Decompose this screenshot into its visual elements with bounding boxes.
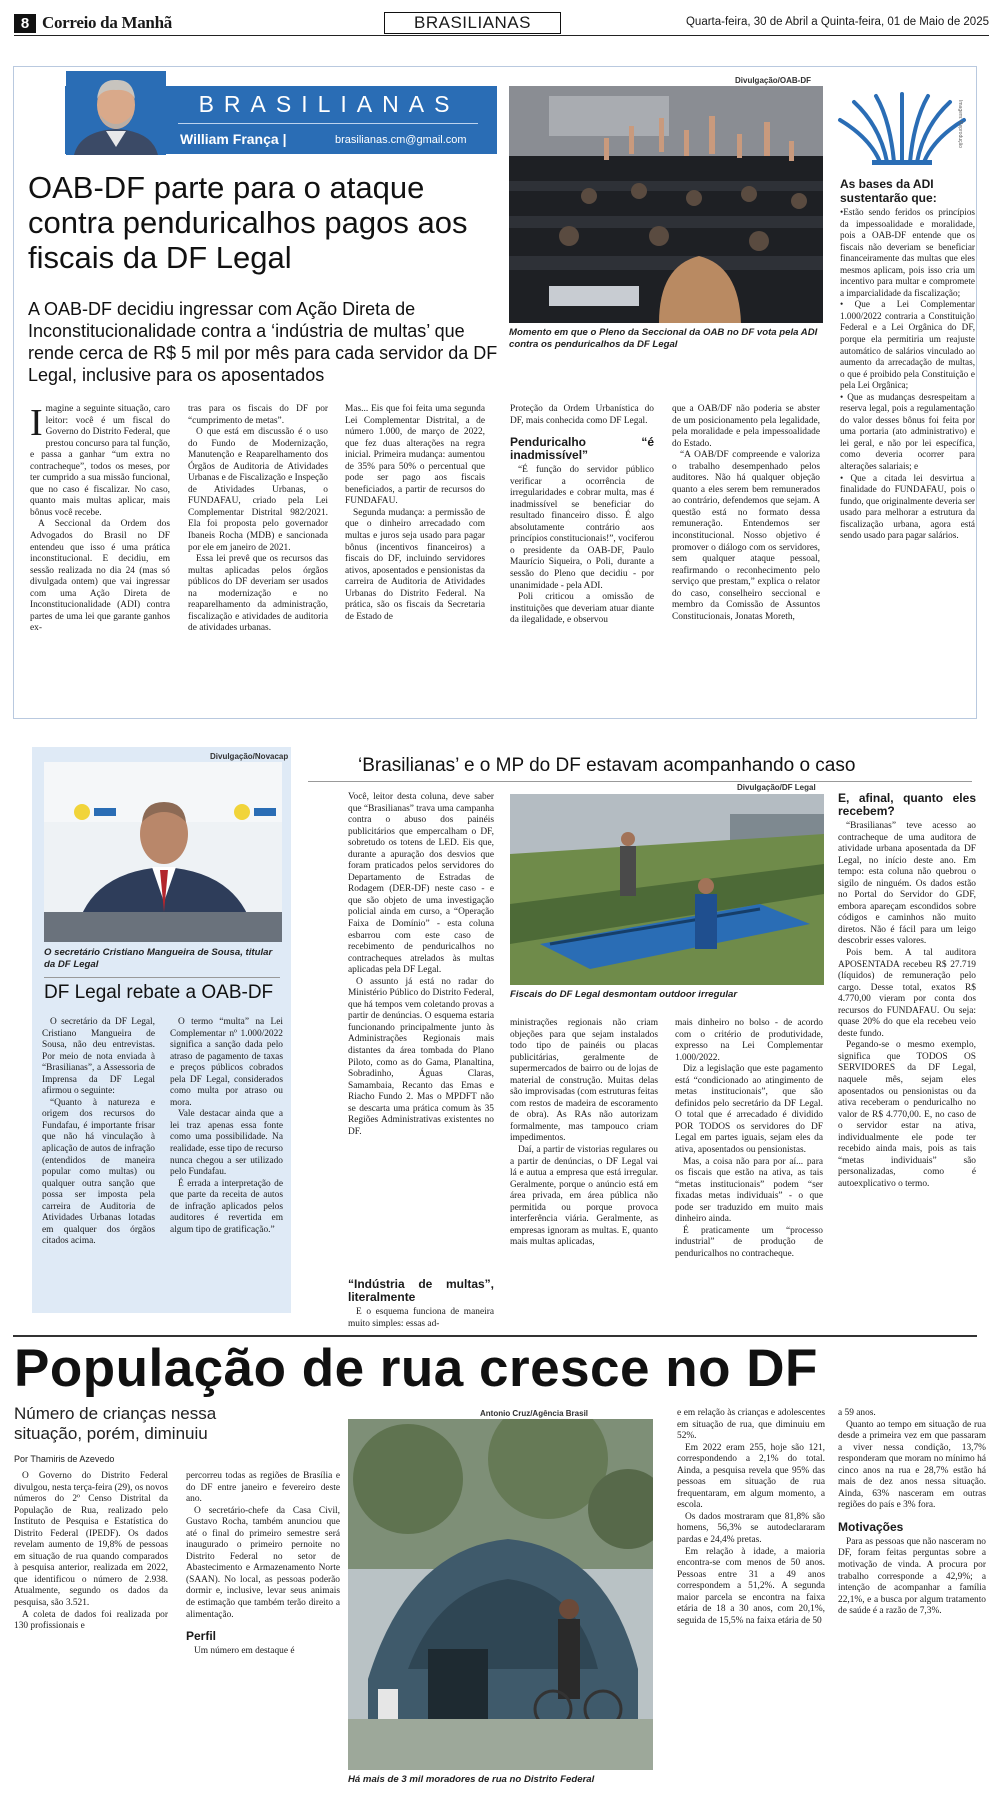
pop-photo-credit: Antonio Cruz/Agência Brasil bbox=[480, 1409, 589, 1418]
population-headline: População de rua cresce no DF bbox=[14, 1339, 818, 1398]
pop-col4-p2: Quanto ao tempo em situação de rua desde a primeira vez em que passaram a viver nessa condição, 13,7% responderam que moram no mínimo há cinco anos na rua e 28,7% estão há mais de dez anos nessa situação. Ainda, 63% nasceram em outras regiões do país e 3% fora. bbox=[838, 1419, 986, 1511]
mp-col2-subhead: “Indústria de multas”, literalmente bbox=[348, 1277, 494, 1304]
section-divider bbox=[13, 1335, 977, 1337]
pop-col2-p2: O secretário-chefe da Casa Civil, Gustavo Rocha, também anunciou que até o final do primeiro semestre será inaugurado o primeiro pernoite no Distrito Federal no setor de Abastecimento e Armazenamento Norte (SAAN). No local, as pessoas poderão dormir e, inclusive, levar seus animais de estimação que também terão direito a alimentação. bbox=[186, 1505, 340, 1620]
photo-credit: Divulgação/OAB-DF bbox=[735, 76, 812, 85]
issue-date: Quarta-feira, 30 de Abril a Quinta-feira, 01 de Maio de 2025 bbox=[685, 16, 989, 28]
main-col4-subhead: Penduricalho “é inadmissível” bbox=[510, 435, 654, 463]
page-number: 8 bbox=[14, 14, 36, 33]
main-col1-p1: Imagine a seguinte situação, caro leitor: você é um fiscal do Governo do Distrito Federal, que prestou concurso para tal função, e passa a ganhar “um extra no contracheque”, todos os meses, por ter cumprido a sua missão funcional, que no caso é fiscalizar. No caso, quanto mais multas aplicar, mais bônus você recebe. bbox=[30, 402, 170, 518]
dflegal-headline: DF Legal rebate a OAB-DF bbox=[44, 982, 274, 1003]
page-header bbox=[14, 12, 989, 36]
outdoor-removal-photo bbox=[510, 794, 824, 985]
column-title: BRASILIANAS bbox=[198, 91, 460, 117]
main-col-2 bbox=[188, 404, 328, 635]
mp-col-4 bbox=[838, 792, 976, 1191]
main-headline: OAB-DF parte para o ataque contra penduricalhos pagos aos fiscais da DF Legal bbox=[28, 170, 468, 275]
pop-col1-p2: A coleta de dados foi realizada por 130 profissionais e bbox=[14, 1609, 168, 1632]
main-col-3 bbox=[345, 404, 485, 623]
sidebar-bullets bbox=[840, 207, 975, 542]
sidebar-bullet: • Que a citada lei desvirtua a finalidade do FUNDAFAU, pois o fundo, que originalmente deveria ser usado para melhorar a estrutura da fiscalização urbana, agora está sendo usado para pagar salários. bbox=[840, 472, 975, 541]
main-col5-p2: “A OAB/DF compreende e valoriza o trabalho desempenhado pelos auditores. Não há qualquer objeção quanto a eles serem bem remunerados ao contrário, defendemos que sejam. A questão está no formato dessa remuneração. Entendemos ser inconstitucional. Nosso objetivo é promover o diálogo com os servidores, sem qualquer ataque pessoal, reafirmando o reconhecimento pelo serviço que prestam,” explica o relator do caso, conselheiro seccional e membro da Comissão de Assuntos Constitucionais, Jonatas Moreth, bbox=[672, 450, 820, 622]
dflegal-col-2 bbox=[170, 1017, 283, 1236]
mp-headline: ‘Brasilianas’ e o MP do DF estavam acompanhando o caso bbox=[358, 755, 856, 776]
mp-col2-p1: ministrações regionais não criam objeções para que sejam instalados todo tipo de painéis ou placas publicitárias, geralmente de supermercados de bairro ou de lojas de material de construção. Muitas delas são improvisadas (com estruturas feitas com restos de madeira de escoramento de obra). As RAs não autorizam formalmente, mas tampouco criam impedimentos. bbox=[510, 1018, 658, 1144]
pop-col-2 bbox=[186, 1471, 340, 1658]
mp-col1-p1: Você, leitor desta coluna, deve saber que “Brasilianas” trava uma campanha contra o abuso dos painéis publicitários que empercalham o DF, sobretudo os totens de LED. Eis que, durante a apuração dos desvios que foram praticados pelos servidores do Departamento de Estradas de Rodagem (DER-DF) neste caso - e que são objeto de uma investigação policial ainda em curso, a “Operação Faixa de Domínio” - esta coluna esbarrou com este caso de recebimento de penduricalhos no contracheques atrelados às multas aplicadas pela DF Legal. bbox=[348, 792, 494, 976]
pop-photo-caption: Há mais de 3 mil moradores de rua no Distrito Federal bbox=[348, 1774, 595, 1785]
sidebar-bullet: •Estão sendo feridos os princípios da impessoalidade e moralidade, pois a OAB-DF entende que os fiscais não deveriam se beneficiar financeiramente das multas que eles mesmos aplicam, pois isso cria um incentivo para multar e compromete a imparcialidade da fiscalização; bbox=[840, 207, 975, 298]
main-col1-p2: A Seccional da Ordem dos Advogados do Brasil no DF entendeu que isso é uma prática inconstitucional. E decidiu, em sessão realizada no dia 24 (mas só divulgada ontem) que vai ingressar com uma Ação Direta de Inconstitucionalidade (ADI) contra partes de uma lei que garante ganhos ex- bbox=[30, 519, 170, 634]
dflegal-col2-p1: O termo “multa” na Lei Complementar nº 1.000/2022 significa a sanção dada pelo atraso de pagamento de taxas e preços públicos cobrados pela DF Legal, considerados como multa por atraso ou mora. bbox=[170, 1017, 283, 1108]
pop-col3-p2: Em 2022 eram 255, hoje são 121, correspondendo a 2,1% do total. Ainda, a pesquisa revela que 95% das pessoas em situação de rua frequentaram, em algum momento, a escola. bbox=[677, 1442, 825, 1511]
mp-col3-p3: Mas, a coisa não para por aí... para os fiscais que estão na ativa, as tais “metas institucionais” podem “ser fixadas metas individuais” - o que pode ser traduzido em muito mais dinheiro ainda. bbox=[675, 1156, 823, 1225]
population-deck: Número de crianças nessa situação, porém, diminuiu bbox=[14, 1404, 217, 1443]
columnist-photo bbox=[66, 71, 166, 155]
pop-col4-subhead: Motivações bbox=[838, 1519, 904, 1534]
main-col4-p2: “É função do servidor público verificar a ocorrência de irregularidades e cobrar multa, mas é inadmissível se beneficiar do resultado financeiro disso. É algo absolutamente contrário aos princípios constitucionais!”, vociferou o presidente da OAB-DF, Paulo Maurício Siqueira, o Poli, durante a sessão do Pleno que decidiu - por unanimidade - pela ADI. bbox=[510, 465, 654, 591]
mp-photo-credit: Divulgação/DF Legal bbox=[737, 783, 816, 792]
mp-col4-subhead: E, afinal, quanto eles recebem? bbox=[838, 791, 976, 818]
mp-photo-caption: Fiscais do DF Legal desmontam outdoor irregular bbox=[510, 989, 738, 1000]
pop-col4-p1: a 59 anos. bbox=[838, 1408, 876, 1418]
pop-col-1 bbox=[14, 1471, 168, 1633]
banner-divider bbox=[178, 123, 478, 124]
mp-col3-p1: mais dinheiro no bolso - de acordo com o critério de produtividade, expresso na Lei Complementar 1.000/2022. bbox=[675, 1018, 823, 1063]
sidebar-bullet: • Que a Lei Complementar 1.000/2022 contraria a Constituição Federal e a Lei Orgânica do DF, porque ela permitiria um reajuste automático de salários vinculado ao aumento da arrecadação de multas, o que é proibido pela Constituição e pela Lei Orgânica; bbox=[840, 299, 975, 391]
main-col2-p2: O que está em discussão é o uso do Fundo de Modernização, Manutenção e Reaparelhamento dos Órgãos de Auditoria de Atividades Urbanas e de Fiscalização e Inspeção de Atividades Urbanas, o FUNDAFAU, criado pela Lei Complementar Distrital 982/2021. Ela foi proposta pelo governador Ibaneis Rocha (MDB) e sancionada por ele em janeiro de 2021. bbox=[188, 427, 328, 553]
main-col2-p3: Essa lei prevê que os recursos das multas aplicadas pelos órgãos públicos do DF deveriam ser usados na modernização e no reaparelhamento da administração, fiscalização e atividades de auditoria de atividades urbanas. bbox=[188, 554, 328, 634]
mp-col4-p2: Pois bem. A tal auditora APOSENTADA recebeu R$ 27.719 (líquidos) de remuneração pelo cargo. Desse total, exatos R$ 4.770,00 vieram por conta dos recursos do FUNDAFAU. Ou seja: quase 20% do que ela recebeu veio deste fundo. bbox=[838, 948, 976, 1039]
mp-col4-p1: “Brasilianas” teve acesso ao contracheque de uma auditora de atividade urbana aposentada da DF Legal, no início deste ano. Em tempo: esta coluna não quebrou o sigilo de ninguém. Os dados estão no Portal do Servidor do GDF, embora apareçam escondidos sobre códigos e caminhos não muito diretos. Não é fácil para um leigo descobrir esses valores. bbox=[838, 821, 976, 947]
sidebar-heading: As bases da ADI sustentarão que: bbox=[840, 177, 937, 205]
oab-plenary-photo bbox=[509, 86, 823, 323]
pop-col1-p1: O Governo do Distrito Federal divulgou, nesta terça-feira (29), os novos números do 2º Censo Distrital da População de Rua, realizado pelo Instituto de Pesquisa e Estatística do Distrito Federal (IPEDF). Os dados revelam aumento de 19,8% de pessoas em situação de rua quando comparados à pesquisa anterior, realizada em 2022, que identificou o número de 2.938. Atualmente, segundo os dados da pesquisa, são 3.521. bbox=[14, 1471, 168, 1609]
sidebar-bullet: • Que as mudanças desrespeitam a reserva legal, pois a regulamentação do valor desses bônus foi feita por uma portaria (ato administrativo) e lei geral, e não por lei específica, como deveria ocorrer para alterações salariais; e bbox=[840, 391, 975, 472]
pop-col2-subhead: Perfil bbox=[186, 1629, 217, 1644]
illustration-credit: Imagem: Reprodução bbox=[957, 100, 963, 149]
pop-col3-p1: e em relação às crianças e adolescentes em situação de rua, que diminuiu em 52%. bbox=[677, 1408, 825, 1442]
mp-col2-after: E o esquema funciona de maneira muito simples: essas ad- bbox=[348, 1307, 494, 1329]
pop-col4-after: Para as pessoas que não nasceram no DF, foram feitas perguntas sobre a motivação de vinda. A procura por trabalho corresponde a 42,9%; a intenção de acompanhar a família 22,1%, e a busca por algum tratamento de saúde é a razão de 7,3%. bbox=[838, 1536, 986, 1617]
population-byline: Por Thamiris de Azevedo bbox=[14, 1454, 115, 1464]
dflegal-col2-p3: É errada a interpretação de que parte da receita de autos de infração aplicados pelos auditores é revertida em algum tipo de gratificação.” bbox=[170, 1178, 283, 1235]
section-label: BRASILIANAS bbox=[384, 12, 561, 34]
pop-col-3 bbox=[677, 1408, 825, 1627]
mp-col4-p3: Pegando-se o mesmo exemplo, significa que TODOS OS SERVIDORES da DF Legal, naquele mês, sejam eles aposentados ou pensionistas ou da ativa receberam o penduricalho no valor de R$ 4.770,00. E, no caso de o servidor estar na ativa, individualmente ele pode ter recebido ainda mais, pois as tais “metas individuais” são personalizadas, como é autoexplicativo o termo. bbox=[838, 1040, 976, 1189]
dflegal-rule bbox=[44, 977, 280, 978]
pop-col2-after: Um número em destaque é bbox=[194, 1646, 295, 1657]
mp-col3-p2: Diz a legislação que este pagamento está “condicionado ao atingimento de metas institucionais”, que são definidos pelo secretário da DF Legal. O total que é arrecadado é dividido POR TODOS os servidores do DF Legal em partes iguais, sejam eles da ativa, aposentados ou pensionistas. bbox=[675, 1064, 823, 1156]
homeless-camp-photo bbox=[348, 1419, 653, 1770]
dflegal-photo-credit: Divulgação/Novacap bbox=[210, 752, 289, 761]
dflegal-col2-p2: Vale destacar ainda que a lei traz apenas essa fonte como uma possibilidade. Na realidade, esse tipo de recurso nunca chegou a ser utilizado pelo Fundafau. bbox=[170, 1109, 283, 1178]
mp-col-1 bbox=[348, 792, 494, 1138]
main-deck: A OAB-DF decidiu ingressar com Ação Direta de Inconstitucionalidade contra a ‘indústria de multas’ que rende cerca de R$ 5 mil por mês para cada servidor da DF Legal, inclusive para os aposentados bbox=[28, 299, 498, 385]
main-col-4 bbox=[510, 404, 654, 627]
dflegal-col1-p2: “Quanto à natureza e origem dos recursos do Fundafau, é importante frisar que não há vinculação à aplicação de autos de infração (entendidos de maneira popular como multas) ou qualquer outra sanção que possa ser imposta pela carreira de Auditoria de Atividades Urbanas lotadas em qualquer dos órgãos citados acima. bbox=[42, 1097, 155, 1247]
pop-col2-p1: percorreu todas as regiões de Brasília e do DF entre janeiro e fevereiro deste ano. bbox=[186, 1471, 340, 1505]
pop-col-4 bbox=[838, 1408, 986, 1618]
main-col3-p2: Segunda mudança: a permissão de que o dinheiro arrecadado com multas e juros seja usado para pagar bônus (incentivos financeiros) a fiscais do DF, incluindo servidores ativos, aposentados e pensionistas da carreira de Auditoria de Atividades Urbanas do Distrito Federal. Na prática, são os fiscais da Secretaria de Estado de bbox=[345, 507, 485, 622]
mp-rule bbox=[308, 781, 972, 782]
mp-col-3 bbox=[675, 1018, 823, 1260]
columnist-email: brasilianas.cm@gmail.com bbox=[335, 134, 467, 146]
pop-col3-p3: Os dados mostraram que 81,8% são homens, 56,3% se autodeclararam pardas e 24,4% pretas. bbox=[677, 1511, 825, 1546]
pop-col3-p4: Em relação à idade, a maioria encontra-se com menos de 50 anos. Pessoas entre 31 a 49 anos correspondem a 51,2%. A segunda maior parcela se encontra na faixa etária de 18 a 30 anos, com 20,1%, seguida de 15,5% na faixa etária de 50 bbox=[677, 1546, 825, 1626]
main-photo-caption: Momento em que o Pleno da Seccional da OAB no DF vota pela ADI contra os penduricalhos da DF Legal bbox=[509, 327, 818, 350]
mp-col1-p2: O assunto já está no radar do Ministério Público do Distrito Federal, que há tempos vem coletando provas a partir de denúncias. O esquema estaria funcionando principalmente junto às Administrações Regionais mais distantes da área tombada do Plano Piloto, como as do Gama, Planaltina, Sobradinho, Águas Claras, Samambaia, Recanto das Emas e Riacho Fundo 2. Mas o MPDFT não se descarta uma prática comum às 35 Regiões Administrativas existentes no DF. bbox=[348, 976, 494, 1137]
mp-col-2b bbox=[348, 1278, 494, 1330]
main-col3-p1: Mas... Eis que foi feita uma segunda Lei Complementar Distrital, a de número 1.000, de março de 2022, que fez duas alterações na regra inicial. Primeira mudança: aumentou de 35% para 50% o percentual que pode ser pago aos fiscais beneficiados, a partir de recursos do FUNDAFAU. bbox=[345, 404, 485, 507]
cathedral-illustration bbox=[832, 80, 972, 172]
main-col4-p1: Proteção da Ordem Urbanística do DF, mais conhecida como DF Legal. bbox=[510, 404, 654, 426]
main-col2-p1: tras para os fiscais do DF por “cumprimento de metas”. bbox=[188, 404, 328, 426]
main-col-5 bbox=[672, 404, 820, 623]
dflegal-col1-p1: O secretário da DF Legal, Cristiano Mangueira de Sousa, não deu entrevistas. Por meio de nota enviada à “Brasilianas”, a Assessoria de Imprensa da DF Legal afirmou o seguinte: bbox=[42, 1017, 155, 1097]
mp-col2-p2: Daí, a partir de vistorias regulares ou a partir de denúncias, o DF Legal vai lá e autua a empresa que está irregular. Geralmente, porque o anúncio está em área privada, em área pública não permitida ou porque provoca interferência viária. Geralmente, as empresas ignoram as multas. E, quanto mais multas aplicadas, bbox=[510, 1145, 658, 1248]
main-col-1 bbox=[30, 404, 170, 635]
secretary-photo bbox=[44, 762, 282, 942]
columnist-name: William França | bbox=[180, 131, 287, 147]
dflegal-col-1 bbox=[42, 1017, 155, 1248]
main-col5-p1: que a OAB/DF não poderia se abster de um posicionamento pela legalidade, pela moralidade e pela impessoalidade do Estado. bbox=[672, 404, 820, 449]
main-col4-p3: Poli criticou a omissão de instituições que deveriam atuar diante da ilegalidade, e observou bbox=[510, 592, 654, 626]
mp-col3-p4: É praticamente um “processo industrial” de produção de penduricalhos no contracheque. bbox=[675, 1225, 823, 1259]
mp-col-2 bbox=[510, 1018, 658, 1249]
newspaper-name: Correio da Manhã bbox=[42, 13, 172, 32]
dflegal-photo-caption: O secretário Cristiano Mangueira de Sousa, titular da DF Legal bbox=[44, 947, 273, 970]
